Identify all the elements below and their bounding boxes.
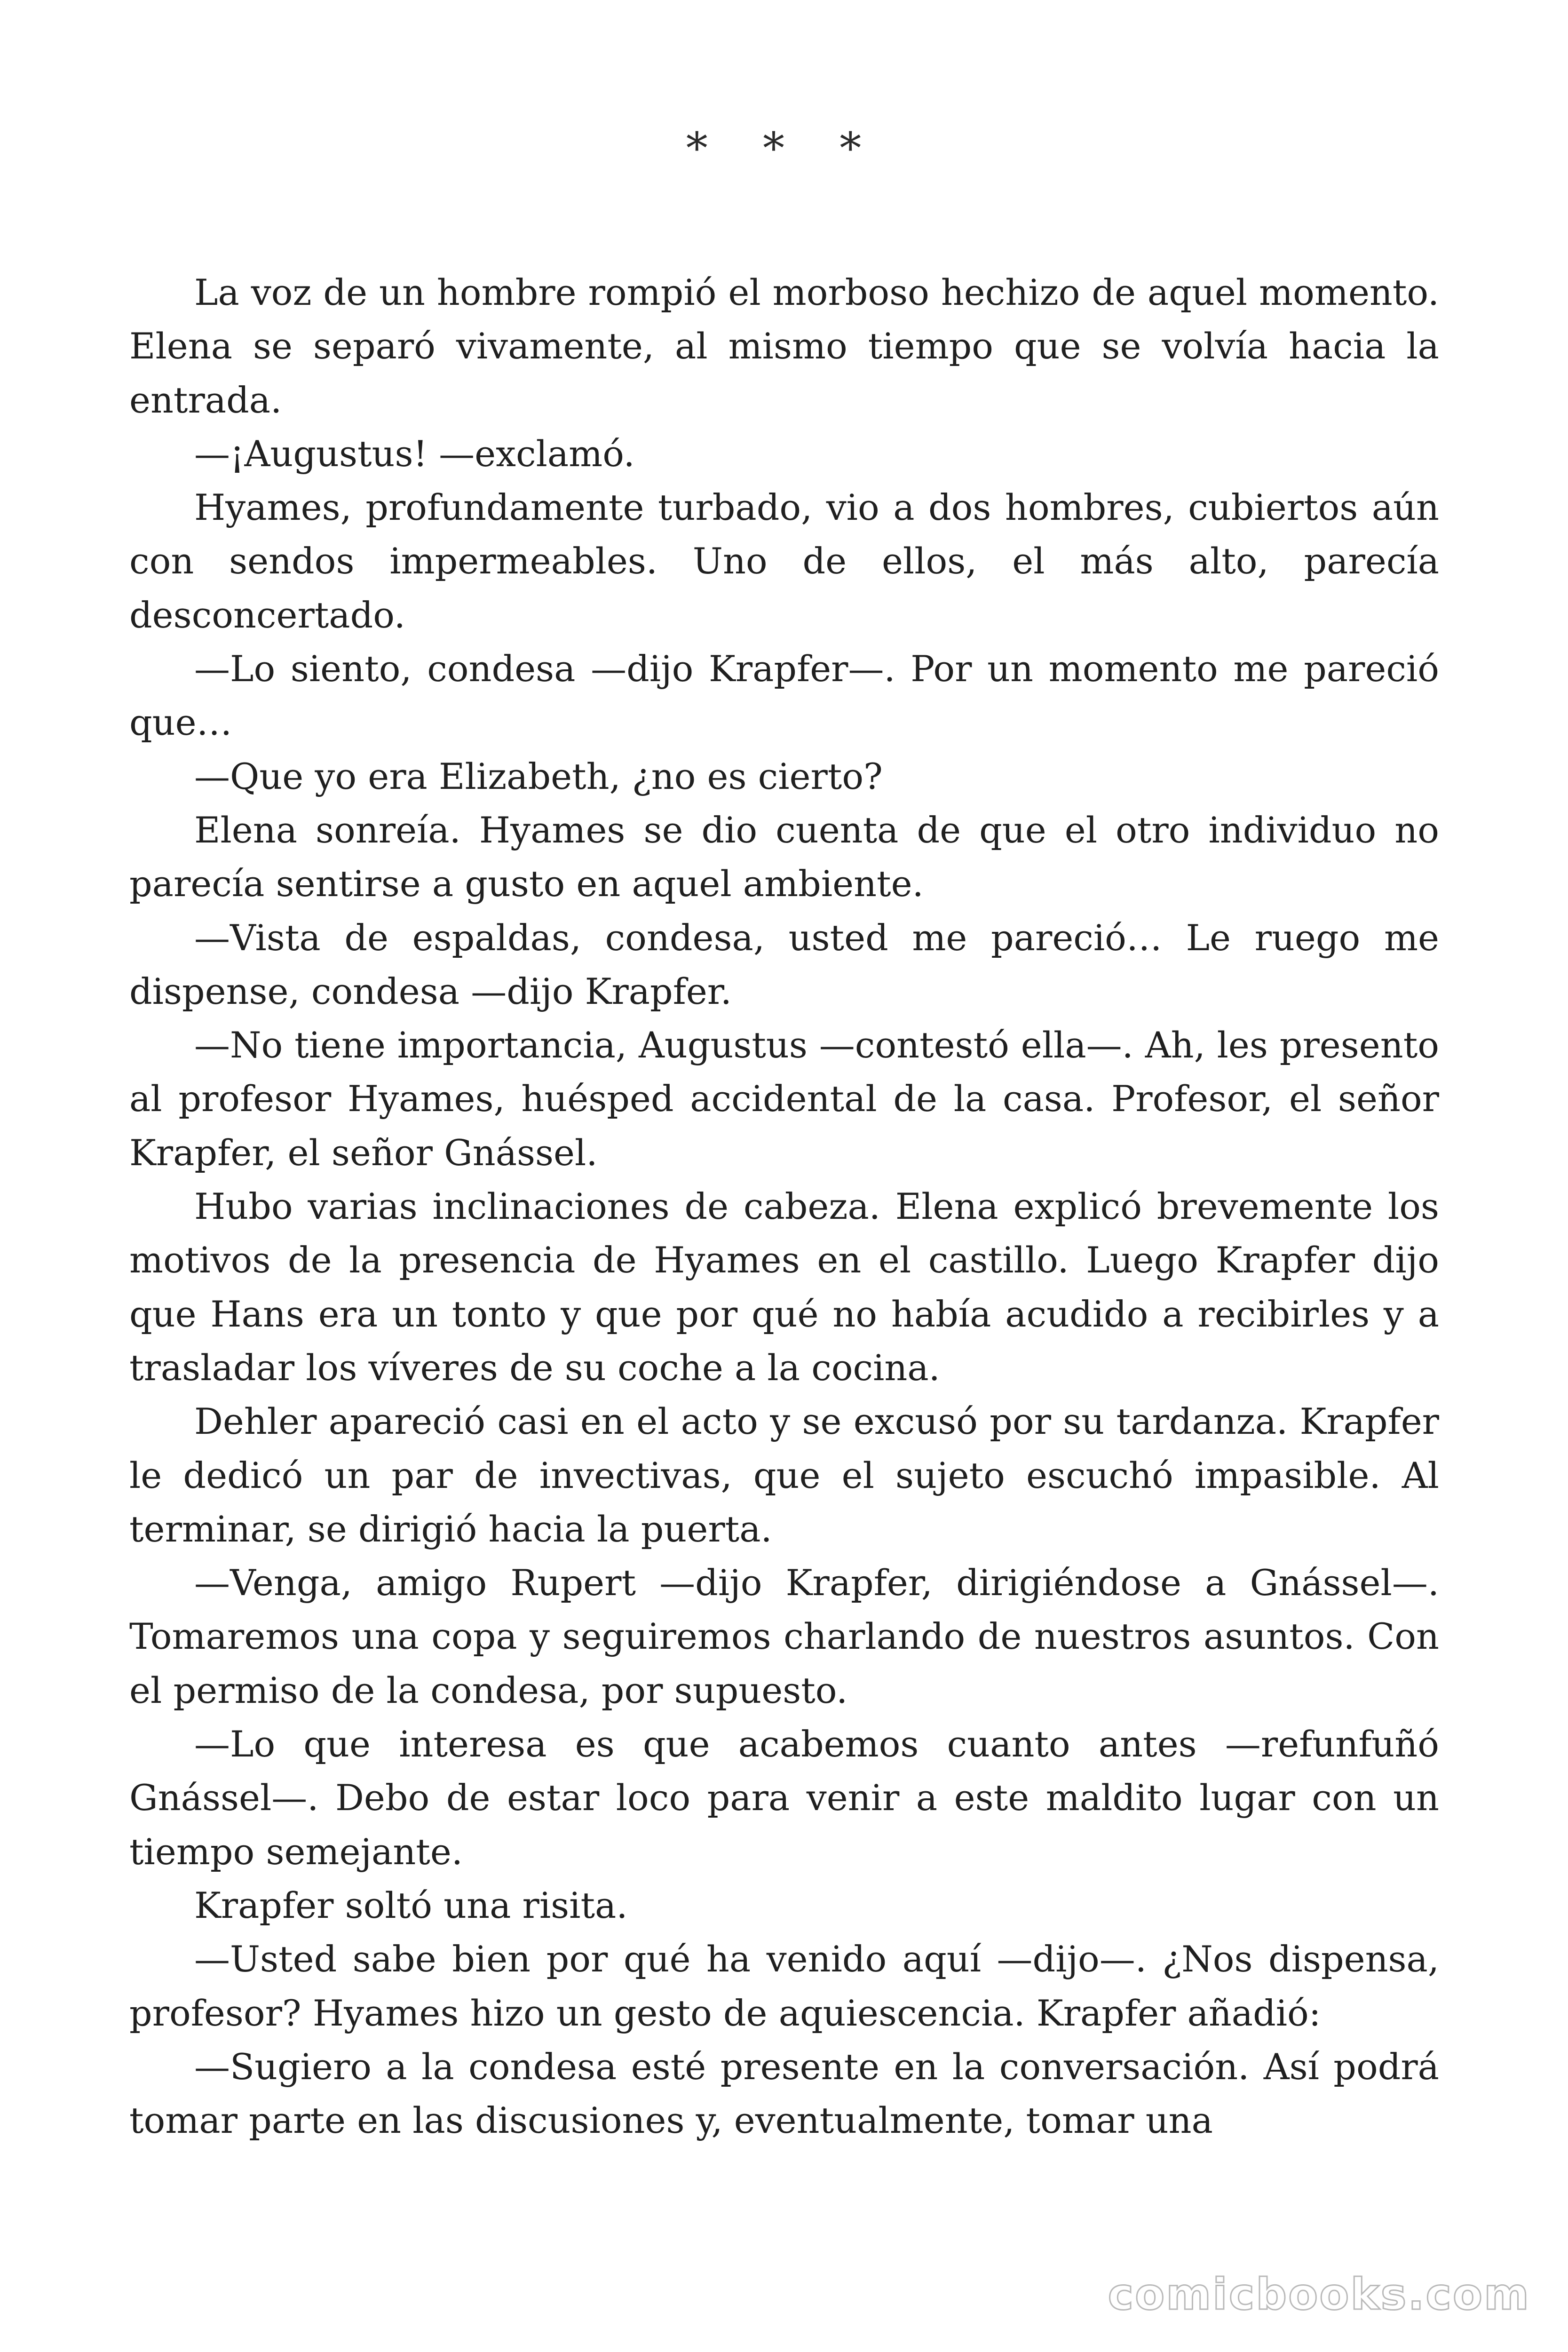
scene-break: * * * (686, 123, 882, 174)
paragraph: —Sugiero a la condesa esté presente en la conversación. Así podrá tomar parte en las discusiones y, eventualmente, tomar una (129, 2045, 1439, 2142)
paragraph: —Lo que interesa es que acabemos cuanto antes —refunfuñó Gnássel—. Debo de estar loco para venir a este maldito lugar con un tiempo semejante. (129, 1723, 1439, 1873)
paragraph: —Lo siento, condesa —dijo Krapfer—. Por un momento me pareció que… (129, 648, 1439, 744)
body-text (129, 266, 1439, 2147)
paragraph: —No tiene importancia, Augustus —contestó ella—. Ah, les presento al profesor Hyames, huésped accidental de la casa. Profesor, el señor Krapfer, el señor Gnássel. (129, 1024, 1439, 1174)
paragraph: Hubo varias inclinaciones de cabeza. Elena explicó brevemente los motivos de la presencia de Hyames en el castillo. Luego Krapfer dijo que Hans era un tonto y que por qué no había acudido a recibirles y a trasladar los víveres de su coche a la cocina. (129, 1185, 1439, 1389)
paragraph: —Que yo era Elizabeth, ¿no es cierto? (194, 755, 883, 797)
paragraph: Elena sonreía. Hyames se dio cuenta de que el otro individuo no parecía sentirse a gusto en aquel ambiente. (129, 809, 1439, 905)
paragraph: Hyames, profundamente turbado, vio a dos hombres, cubiertos aún con sendos impermeables. Uno de ellos, el más alto, parecía desconcertado. (129, 486, 1439, 636)
paragraph: —Vista de espaldas, condesa, usted me pareció… Le ruego me dispense, condesa —dijo Krapfer. (129, 916, 1439, 1012)
paragraph: Krapfer soltó una risita. (194, 1884, 628, 1926)
paragraph: Dehler apareció casi en el acto y se excusó por su tardanza. Krapfer le dedicó un par de invectivas, que el sujeto escuchó impasible. Al terminar, se dirigió hacia la puerta. (129, 1400, 1439, 1550)
paragraph: La voz de un hombre rompió el morboso hechizo de aquel momento. Elena se separó vivamente, al mismo tiempo que se volvía hacia la entrada. (129, 271, 1439, 421)
paragraph: —Venga, amigo Rupert —dijo Krapfer, dirigiéndose a Gnássel—. Tomaremos una copa y seguiremos charlando de nuestros asuntos. Con el permiso de la condesa, por supuesto. (129, 1562, 1439, 1711)
paragraph: —Usted sabe bien por qué ha venido aquí —dijo—. ¿Nos dispensa, profesor? Hyames hizo un gesto de aquiescencia. Krapfer añadió: (129, 1938, 1439, 2034)
watermark: comicbooks.com (1108, 2269, 1530, 2320)
paragraph: —¡Augustus! —exclamó. (194, 432, 635, 475)
